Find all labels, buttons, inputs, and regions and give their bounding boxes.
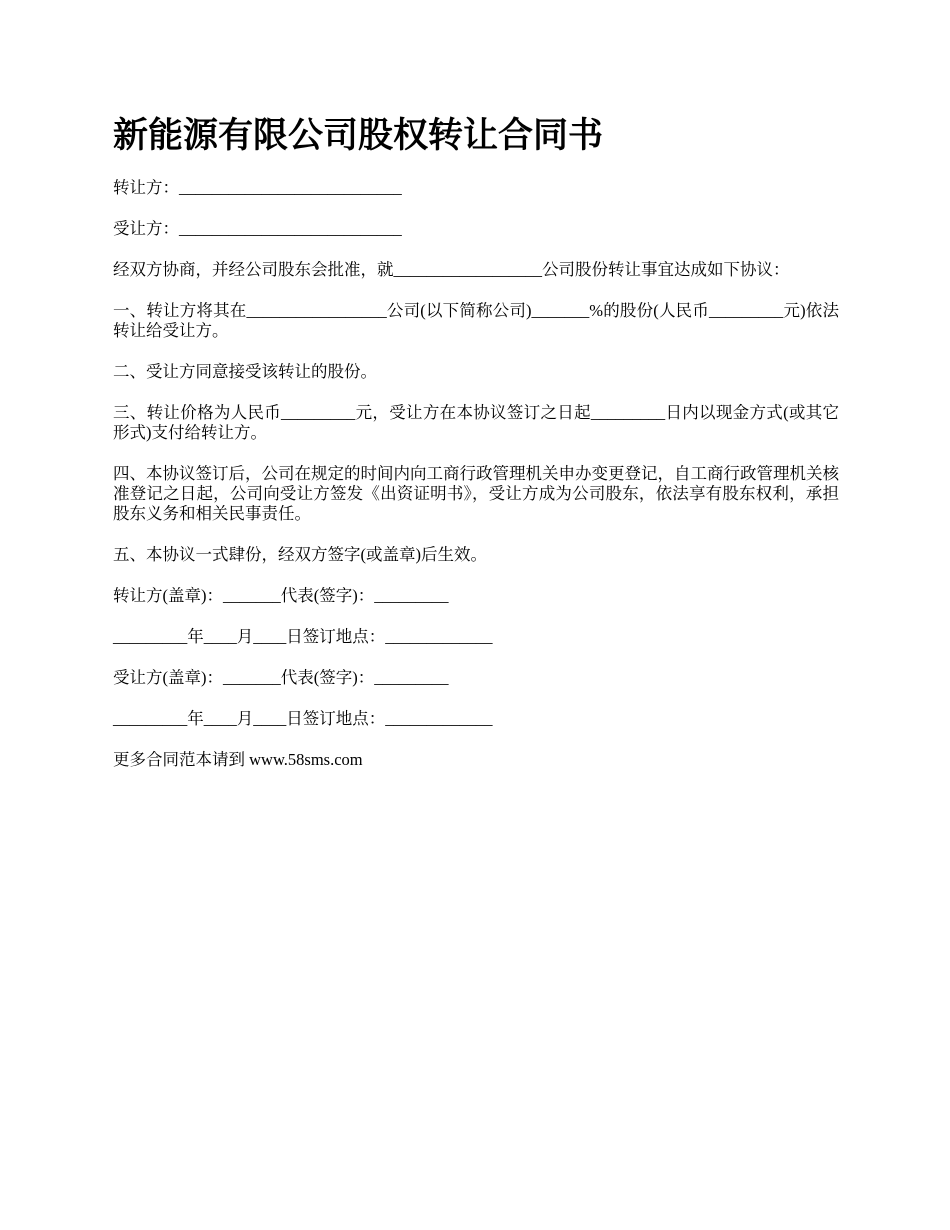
transferee-date-place-line: _________年____月____日签订地点：_____________ xyxy=(113,709,493,728)
clause-1: 一、转让方将其在_________________公司(以下简称公司)_______%的股份(人民币_________元)依法转让给受让方。 xyxy=(113,301,839,340)
transferee-signature-line: 受让方(盖章)：_______代表(签字)：_________ xyxy=(113,668,449,687)
footer-note: 更多合同范本请到 www.58sms.com xyxy=(113,750,363,769)
transferor-signature-line: 转让方(盖章)：_______代表(签字)：_________ xyxy=(113,586,449,605)
clause-3: 三、转让价格为人民币_________元，受让方在本协议签订之日起_________日内以现金方式(或其它形式)支付给转让方。 xyxy=(113,403,839,442)
clause-2: 二、受让方同意接受该转让的股份。 xyxy=(113,362,377,381)
transferor-date-place-line: _________年____月____日签订地点：_____________ xyxy=(113,627,493,646)
document-title: 新能源有限公司股权转让合同书 xyxy=(113,116,604,155)
clause-4: 四、本协议签订后，公司在规定的时间内向工商行政管理机关申办变更登记，自工商行政管理机关核准登记之日起，公司向受让方签发《出资证明书》，受让方成为公司股东，依法享有股东权利，承担股东义务和相关民事责任。 xyxy=(113,464,839,523)
transferee-line: 受让方：___________________________ xyxy=(113,219,402,238)
clause-5: 五、本协议一式肆份，经双方签字(或盖章)后生效。 xyxy=(113,545,487,564)
transferor-line: 转让方：___________________________ xyxy=(113,178,402,197)
preamble-paragraph: 经双方协商，并经公司股东会批准，就__________________公司股份转让事宜达成如下协议： xyxy=(113,260,790,279)
document-page xyxy=(113,112,839,791)
